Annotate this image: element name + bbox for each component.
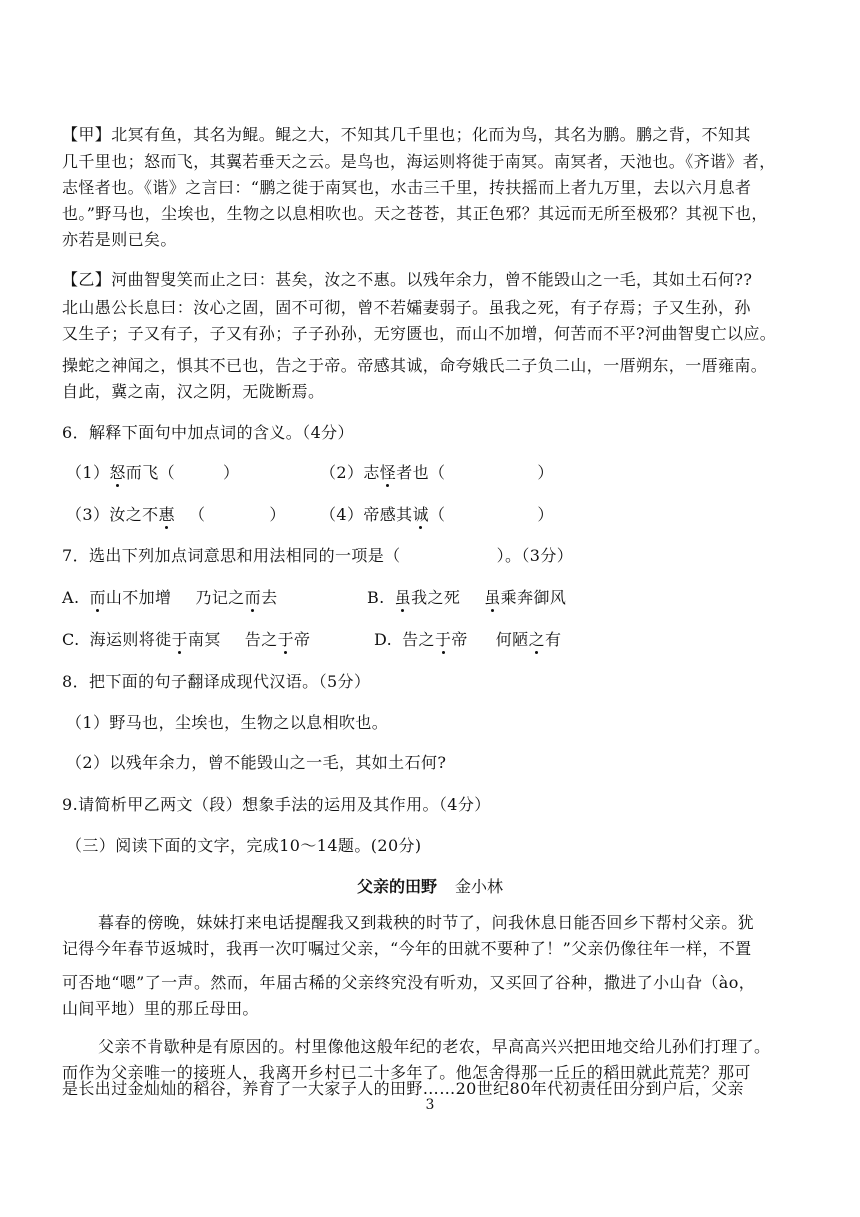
dotted-word: 而 [244,588,262,607]
article-paragraph-line: 是长出过金灿灿的稻谷，养育了一大家子人的田野……20世纪80年代初责任田分到户后，父亲 [62,1079,744,1098]
question-7-option-c: C. 海运则将徙于南冥 告之于帝 [62,630,311,649]
passage-jia-line: 志怪者也。《谐》之言曰：“鹏之徙于南冥也，水击三千里，抟扶摇而上者九万里，去以六月息者 [62,178,752,197]
passage-yi-line: 操蛇之神闻之，惧其不已也，告之于帝。帝感其诚，命夸娥氏二子负二山，一厝朔东，一厝雍南。 [62,356,768,375]
dotted-word: 而 [89,588,106,607]
question-6-item-2: （2）志怪者也（ ） [320,463,554,482]
question-6-stem: 6．解释下面句中加点词的含义。（4分） [62,423,354,442]
question-8-stem: 8．把下面的句子翻译成现代汉语。（5分） [62,672,371,691]
article-paragraph-line: 暮春的傍晚，妹妹打来电话提醒我又到栽秧的时节了，问我休息日能否回乡下帮村父亲。犹 [98,913,755,932]
section-3-heading: （三）阅读下面的文字，完成10～14题。(20分) [66,836,422,855]
article-title-line [0,877,860,897]
passage-jia-line: 亦若是则已矣。 [62,230,177,249]
question-6-item-4: （4）帝感其诚（ ） [320,505,554,524]
question-7-stem: 7．选出下列加点词意思和用法相同的一项是（ ）。（3分） [62,546,574,565]
article-paragraph-line: 而作为父亲唯一的接班人，我离开乡村已二十多年了。他怎舍得那一丘丘的稻田就此荒芜？那可 [62,1063,751,1082]
dotted-word: 于 [434,630,452,649]
dotted-word: 于 [277,630,295,649]
passage-yi-line: 又生子；子又有子，子又有孙；子子孙孙，无穷匮也，而山不加增，何苦而不平?河曲智叟亡以应。 [62,324,777,343]
question-6-item-1: （1）怒而飞（ ） [66,463,240,482]
article-title: 父亲的田野 [356,877,437,896]
article-paragraph-line: 可否地“嗯”了一声。然而，年届古稀的父亲终究没有听劝，又买回了谷种，撒进了小山旮（ào， [62,973,756,992]
question-6-item-3: （3）汝之不惠 （ ） [66,505,286,524]
dotted-word: 之 [528,630,545,649]
dotted-word: 虽 [484,588,501,607]
page-number: 3 [425,1097,435,1113]
passage-jia-line: 也。”野马也，尘埃也，生物之以息相吹也。天之苍苍，其正色邪？其远而无所至极邪？其视下也， [62,204,768,223]
passage-yi-line: 【乙】河曲智叟笑而止之曰：甚矣，汝之不惠。以残年余力，曾不能毁山之一毛，其如土石何?? [62,270,753,289]
passage-yi-line: 北山愚公长息曰：汝心之固，固不可彻，曾不若孀妻弱子。虽我之死，有子存焉；子又生孙，孙 [62,298,751,317]
dotted-word: 于 [171,630,188,649]
dotted-word: 怪 [379,463,397,482]
dotted-word: 诚 [412,505,429,524]
question-7-option-a: A. 而山不加增 乃记之而去 [62,588,278,607]
dotted-word: 虽 [394,588,412,607]
question-9-stem: 9.请简析甲乙两文（段）想象手法的运用及其作用。（4分） [62,795,491,814]
passage-jia-line: 【甲】北冥有鱼，其名为鲲。鲲之大，不知其几千里也；化而为鸟，其名为鹏。鹏之背，不知其 [62,125,751,144]
article-paragraph-line: 记得今年春节返城时，我再一次叮嘱过父亲，“今年的田就不要种了！”父亲仍像往年一样，不置 [62,939,752,958]
article-author: 金小林 [455,877,504,896]
article-paragraph-line: 父亲不肯歇种是有原因的。村里像他这般年纪的老农，早高高兴兴把田地交给儿孙们打理了。 [98,1037,771,1056]
question-7-option-b: B. 虽我之死 虽乘奔御风 [367,588,567,607]
passage-yi-line: 自此，冀之南，汉之阴，无陇断焉。 [62,382,325,401]
question-7-option-d: D. 告之于帝 何陋之有 [374,630,562,649]
question-8-sentence-2: （2）以残年余力，曾不能毁山之一毛，其如土石何? [66,753,447,772]
dotted-word: 怒 [109,463,126,482]
question-8-sentence-1: （1）野马也，尘埃也，生物之以息相吹也。 [66,713,389,732]
article-paragraph-line: 山间平地）里的那丘母田。 [62,999,259,1018]
passage-jia-line: 几千里也；怒而飞，其翼若垂天之云。是鸟也，海运则将徙于南冥。南冥者，天池也。《齐谐》者， [62,152,776,171]
dotted-word: 惠 [158,505,175,524]
